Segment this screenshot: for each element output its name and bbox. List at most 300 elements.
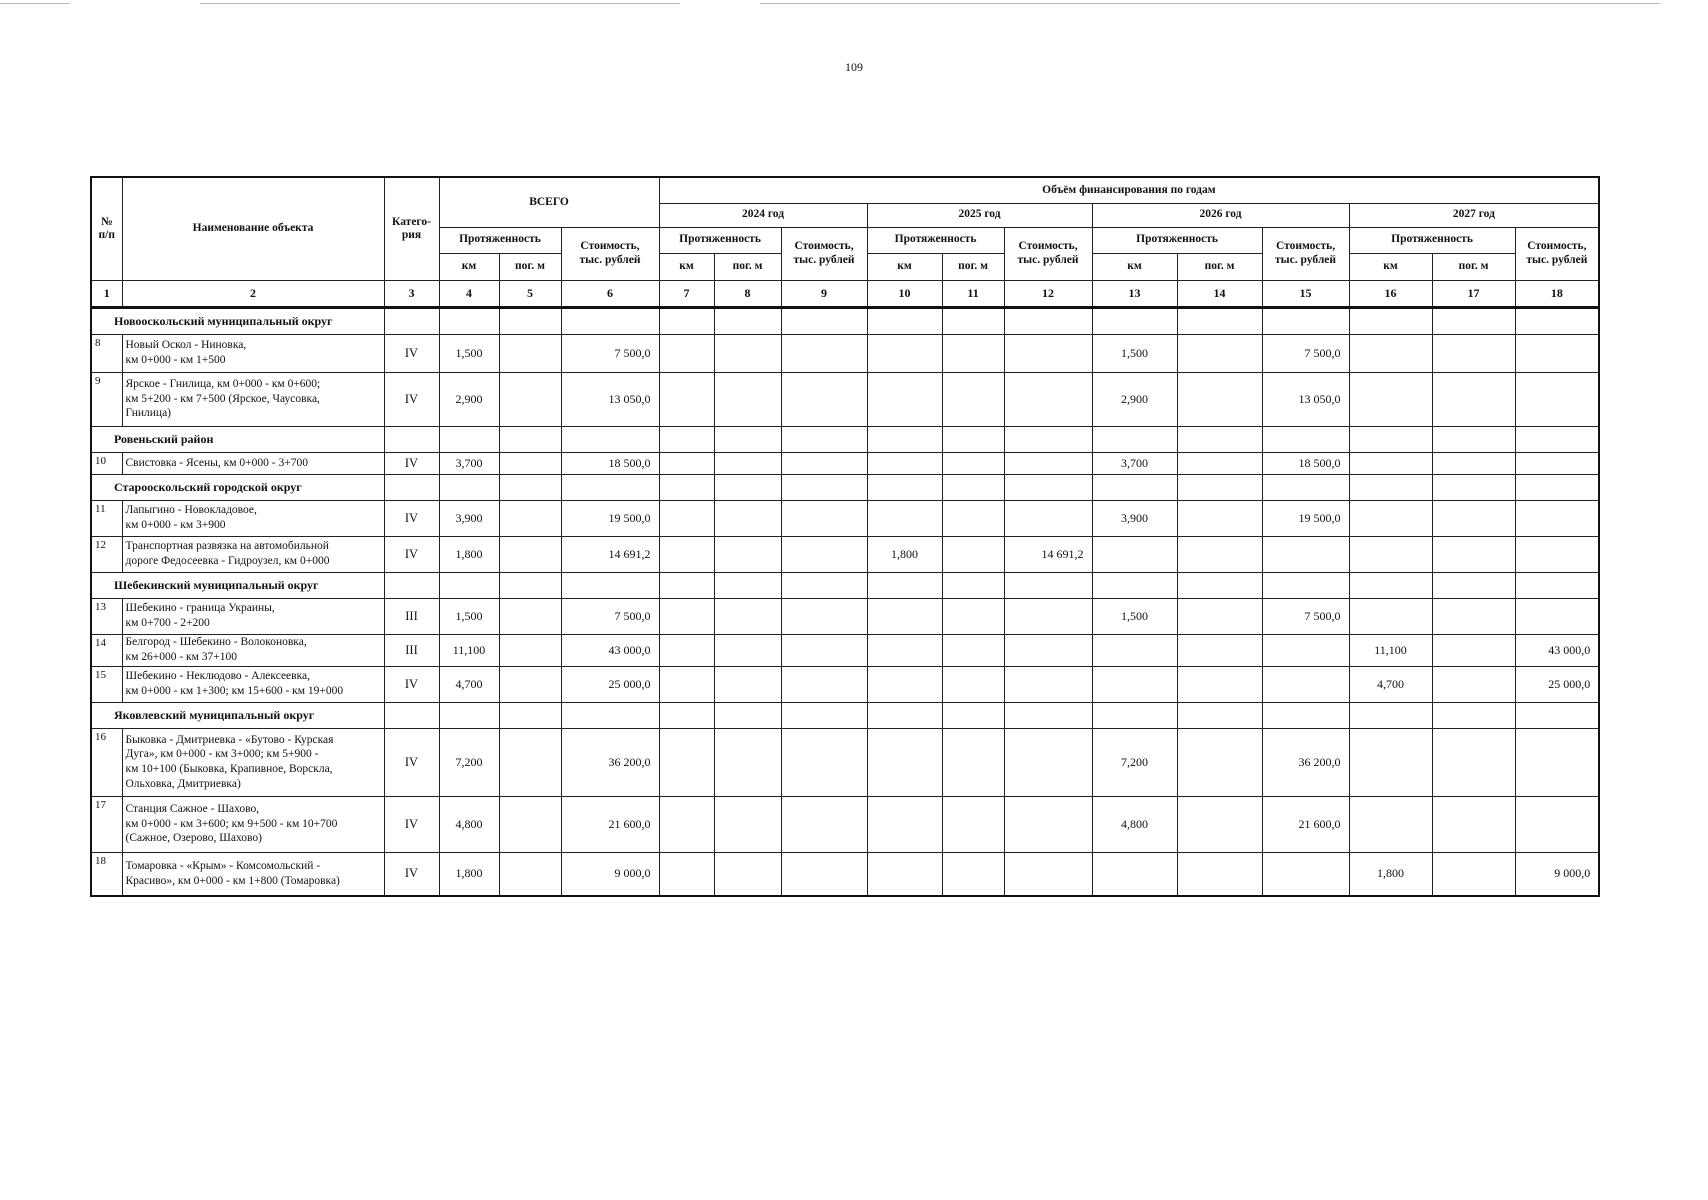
empty-cell <box>1177 572 1262 598</box>
km-cell: 1,500 <box>439 598 499 634</box>
object-name: Станция Сажное - Шахово, км 0+000 - км 3+600; км 9+500 - км 10+700 (Сажное, Озерово, Шахово) <box>122 796 384 852</box>
cost-cell <box>1004 796 1092 852</box>
header-pog: пог. м <box>714 253 781 280</box>
empty-cell <box>561 572 659 598</box>
row-number: 12 <box>91 536 122 572</box>
km-cell <box>659 452 714 474</box>
cost-cell <box>781 728 867 796</box>
column-number: 14 <box>1177 280 1262 307</box>
scan-edge-top <box>760 3 1660 4</box>
km-cell <box>867 852 942 896</box>
empty-cell <box>867 702 942 728</box>
table-row <box>91 634 1599 666</box>
object-name: Транспортная развязка на автомобильной дороге Федосеевка - Гидроузел, км 0+000 <box>122 536 384 572</box>
header-category-text: Катего- рия <box>392 215 431 241</box>
empty-cell <box>942 307 1004 334</box>
km-cell: 2,900 <box>439 372 499 426</box>
empty-cell <box>439 474 499 500</box>
cost-cell <box>781 334 867 372</box>
column-number: 12 <box>1004 280 1092 307</box>
km-cell <box>659 372 714 426</box>
table-header <box>91 177 1599 307</box>
pog-m-cell <box>499 852 561 896</box>
empty-cell <box>1177 474 1262 500</box>
empty-cell <box>942 702 1004 728</box>
km-cell <box>659 796 714 852</box>
empty-cell <box>499 702 561 728</box>
category-cell: IV <box>384 796 439 852</box>
empty-cell <box>439 426 499 452</box>
empty-cell <box>867 474 942 500</box>
empty-cell <box>781 474 867 500</box>
cost-cell <box>1515 728 1599 796</box>
column-number: 6 <box>561 280 659 307</box>
header-name: Наименование объекта <box>122 177 384 280</box>
km-cell: 1,800 <box>1349 852 1432 896</box>
category-cell: III <box>384 634 439 666</box>
empty-cell <box>499 572 561 598</box>
km-cell: 1,500 <box>1092 334 1177 372</box>
pog-m-cell <box>499 728 561 796</box>
empty-cell <box>1515 307 1599 334</box>
pog-m-cell <box>1432 536 1515 572</box>
km-cell: 3,900 <box>439 500 499 536</box>
empty-cell <box>714 702 781 728</box>
pog-m-cell <box>1177 372 1262 426</box>
km-cell: 1,500 <box>1092 598 1177 634</box>
row-number: 15 <box>91 666 122 702</box>
column-number-row <box>91 280 1599 307</box>
km-cell <box>659 634 714 666</box>
km-cell <box>1349 452 1432 474</box>
empty-cell <box>659 474 714 500</box>
header-length: Протяженность <box>867 227 1004 253</box>
pog-m-cell <box>499 536 561 572</box>
km-cell <box>1349 536 1432 572</box>
pog-m-cell <box>1432 598 1515 634</box>
cost-cell <box>1004 334 1092 372</box>
cost-cell: 7 500,0 <box>561 334 659 372</box>
pog-m-cell <box>714 634 781 666</box>
row-number: 14 <box>91 634 122 666</box>
header-km: км <box>439 253 499 280</box>
pog-m-cell <box>942 452 1004 474</box>
empty-cell <box>867 426 942 452</box>
cost-cell: 14 691,2 <box>561 536 659 572</box>
pog-m-cell <box>714 796 781 852</box>
empty-cell <box>942 474 1004 500</box>
cost-cell: 18 500,0 <box>561 452 659 474</box>
cost-cell: 21 600,0 <box>1262 796 1349 852</box>
empty-cell <box>561 307 659 334</box>
empty-cell <box>1092 572 1177 598</box>
empty-cell <box>1092 307 1177 334</box>
km-cell: 3,900 <box>1092 500 1177 536</box>
section-row <box>91 426 1599 452</box>
km-cell <box>659 728 714 796</box>
empty-cell <box>1515 572 1599 598</box>
cost-cell <box>1004 852 1092 896</box>
km-cell <box>1349 796 1432 852</box>
pog-m-cell <box>499 372 561 426</box>
column-number: 8 <box>714 280 781 307</box>
empty-cell <box>1092 702 1177 728</box>
cost-cell <box>1515 334 1599 372</box>
pog-m-cell <box>714 852 781 896</box>
empty-cell <box>1004 572 1092 598</box>
table-body <box>91 307 1599 896</box>
empty-cell <box>1092 426 1177 452</box>
column-number: 4 <box>439 280 499 307</box>
pog-m-cell <box>499 634 561 666</box>
cost-cell <box>1004 666 1092 702</box>
cost-cell: 13 050,0 <box>561 372 659 426</box>
header-year-2026: 2026 год <box>1092 203 1349 227</box>
pog-m-cell <box>714 452 781 474</box>
category-cell: IV <box>384 536 439 572</box>
empty-cell <box>1262 572 1349 598</box>
cost-cell <box>781 634 867 666</box>
km-cell <box>867 500 942 536</box>
row-number: 16 <box>91 728 122 796</box>
empty-cell <box>1432 474 1515 500</box>
empty-cell <box>942 426 1004 452</box>
column-number: 5 <box>499 280 561 307</box>
cost-cell: 19 500,0 <box>561 500 659 536</box>
empty-cell <box>1515 426 1599 452</box>
empty-cell <box>1092 474 1177 500</box>
table-row <box>91 536 1599 572</box>
cost-cell <box>781 536 867 572</box>
section-row <box>91 474 1599 500</box>
cost-cell <box>781 500 867 536</box>
empty-cell <box>439 572 499 598</box>
row-number: 10 <box>91 452 122 474</box>
empty-cell <box>439 702 499 728</box>
empty-cell <box>384 702 439 728</box>
km-cell <box>867 372 942 426</box>
pog-m-cell <box>499 452 561 474</box>
category-cell: IV <box>384 372 439 426</box>
empty-cell <box>659 307 714 334</box>
column-number: 2 <box>122 280 384 307</box>
km-cell: 4,800 <box>1092 796 1177 852</box>
empty-cell <box>499 307 561 334</box>
column-number: 7 <box>659 280 714 307</box>
header-length: Протяженность <box>439 227 561 253</box>
km-cell: 3,700 <box>1092 452 1177 474</box>
header-pog: пог. м <box>1177 253 1262 280</box>
header-km: км <box>1092 253 1177 280</box>
section-title: Ровеньский район <box>91 426 384 452</box>
table-row <box>91 852 1599 896</box>
column-number: 10 <box>867 280 942 307</box>
km-cell <box>1349 598 1432 634</box>
empty-cell <box>1004 702 1092 728</box>
empty-cell <box>1349 307 1432 334</box>
empty-cell <box>781 307 867 334</box>
km-cell <box>1349 500 1432 536</box>
pog-m-cell <box>1177 452 1262 474</box>
category-cell: III <box>384 598 439 634</box>
empty-cell <box>1349 426 1432 452</box>
cost-cell <box>1262 666 1349 702</box>
empty-cell <box>1349 702 1432 728</box>
empty-cell <box>659 572 714 598</box>
cost-cell <box>781 796 867 852</box>
header-cost-text: Стоимость, тыс. рублей <box>793 240 855 266</box>
header-pog: пог. м <box>1432 253 1515 280</box>
header-category <box>384 177 439 280</box>
section-title: Новооскольский муниципальный округ <box>91 307 384 334</box>
empty-cell <box>1177 702 1262 728</box>
empty-cell <box>1515 702 1599 728</box>
empty-cell <box>781 426 867 452</box>
row-number: 17 <box>91 796 122 852</box>
cost-cell <box>781 372 867 426</box>
km-cell <box>867 598 942 634</box>
row-number: 9 <box>91 372 122 426</box>
header-total: ВСЕГО <box>439 177 659 227</box>
pog-m-cell <box>1177 536 1262 572</box>
pog-m-cell <box>714 536 781 572</box>
row-number: 8 <box>91 334 122 372</box>
row-number: 18 <box>91 852 122 896</box>
header-cost-text: Стоимость, тыс. рублей <box>1526 240 1588 266</box>
column-number: 11 <box>942 280 1004 307</box>
pog-m-cell <box>942 634 1004 666</box>
km-cell: 4,700 <box>439 666 499 702</box>
cost-cell: 7 500,0 <box>1262 598 1349 634</box>
empty-cell <box>942 572 1004 598</box>
empty-cell <box>1432 702 1515 728</box>
row-number: 11 <box>91 500 122 536</box>
column-number: 15 <box>1262 280 1349 307</box>
km-cell <box>659 598 714 634</box>
empty-cell <box>384 307 439 334</box>
empty-cell <box>659 426 714 452</box>
header-km: км <box>1349 253 1432 280</box>
header-cost <box>1262 227 1349 280</box>
km-cell <box>1092 852 1177 896</box>
column-number: 3 <box>384 280 439 307</box>
empty-cell <box>1515 474 1599 500</box>
column-number: 18 <box>1515 280 1599 307</box>
pog-m-cell <box>499 334 561 372</box>
cost-cell <box>1004 500 1092 536</box>
km-cell: 7,200 <box>1092 728 1177 796</box>
column-number: 16 <box>1349 280 1432 307</box>
category-cell: IV <box>384 334 439 372</box>
km-cell <box>867 666 942 702</box>
header-km: км <box>659 253 714 280</box>
empty-cell <box>561 474 659 500</box>
object-name: Белгород - Шебекино - Волоконовка, км 26+000 - км 37+100 <box>122 634 384 666</box>
empty-cell <box>1177 426 1262 452</box>
cost-cell: 7 500,0 <box>561 598 659 634</box>
cost-cell <box>781 666 867 702</box>
km-cell: 1,500 <box>439 334 499 372</box>
empty-cell <box>1262 474 1349 500</box>
km-cell: 4,700 <box>1349 666 1432 702</box>
km-cell <box>867 334 942 372</box>
pog-m-cell <box>1432 728 1515 796</box>
pog-m-cell <box>942 796 1004 852</box>
empty-cell <box>499 474 561 500</box>
cost-cell: 25 000,0 <box>1515 666 1599 702</box>
km-cell <box>867 634 942 666</box>
table-row <box>91 500 1599 536</box>
category-cell: IV <box>384 452 439 474</box>
empty-cell <box>1262 702 1349 728</box>
header-cost-text: Стоимость, тыс. рублей <box>1275 240 1337 266</box>
km-cell <box>1349 334 1432 372</box>
cost-cell <box>1515 500 1599 536</box>
empty-cell <box>1004 474 1092 500</box>
column-number: 17 <box>1432 280 1515 307</box>
km-cell <box>1092 666 1177 702</box>
pog-m-cell <box>1432 500 1515 536</box>
cost-cell <box>1515 536 1599 572</box>
km-cell <box>867 796 942 852</box>
empty-cell <box>499 426 561 452</box>
empty-cell <box>1262 307 1349 334</box>
section-row <box>91 702 1599 728</box>
empty-cell <box>659 702 714 728</box>
km-cell: 1,800 <box>867 536 942 572</box>
pog-m-cell <box>1177 728 1262 796</box>
empty-cell <box>1349 572 1432 598</box>
object-name: Лапыгино - Новокладовое, км 0+000 - км 3+900 <box>122 500 384 536</box>
object-name: Новый Оскол - Ниновка, км 0+000 - км 1+500 <box>122 334 384 372</box>
pog-m-cell <box>714 598 781 634</box>
table-row <box>91 796 1599 852</box>
empty-cell <box>714 426 781 452</box>
empty-cell <box>1432 307 1515 334</box>
section-row <box>91 307 1599 334</box>
table-row <box>91 372 1599 426</box>
header-cost-text: Стоимость, тыс. рублей <box>1017 240 1079 266</box>
cost-cell: 18 500,0 <box>1262 452 1349 474</box>
pog-m-cell <box>1432 452 1515 474</box>
object-name: Шебекино - Неклюдово - Алексеевка, км 0+000 - км 1+300; км 15+600 - км 19+000 <box>122 666 384 702</box>
cost-cell <box>781 852 867 896</box>
pog-m-cell <box>499 598 561 634</box>
object-name: Свистовка - Ясены, км 0+000 - 3+700 <box>122 452 384 474</box>
pog-m-cell <box>499 666 561 702</box>
pog-m-cell <box>942 372 1004 426</box>
header-pog: пог. м <box>942 253 1004 280</box>
header-cost <box>561 227 659 280</box>
scan-edge-top <box>0 3 70 4</box>
cost-cell <box>1515 796 1599 852</box>
cost-cell <box>781 598 867 634</box>
section-title: Старооскольский городской округ <box>91 474 384 500</box>
category-cell: IV <box>384 852 439 896</box>
pog-m-cell <box>1177 334 1262 372</box>
empty-cell <box>1432 572 1515 598</box>
section-title: Шебекинский муниципальный округ <box>91 572 384 598</box>
empty-cell <box>561 426 659 452</box>
cost-cell <box>1262 536 1349 572</box>
cost-cell: 13 050,0 <box>1262 372 1349 426</box>
empty-cell <box>1004 426 1092 452</box>
header-length: Протяженность <box>1092 227 1262 253</box>
km-cell: 4,800 <box>439 796 499 852</box>
section-row <box>91 572 1599 598</box>
cost-cell <box>1004 598 1092 634</box>
pog-m-cell <box>1177 598 1262 634</box>
pog-m-cell <box>942 666 1004 702</box>
empty-cell <box>867 572 942 598</box>
km-cell <box>867 452 942 474</box>
category-cell: IV <box>384 500 439 536</box>
cost-cell: 14 691,2 <box>1004 536 1092 572</box>
cost-cell <box>1004 728 1092 796</box>
table-row <box>91 728 1599 796</box>
header-cost <box>781 227 867 280</box>
pog-m-cell <box>942 598 1004 634</box>
empty-cell <box>384 572 439 598</box>
pog-m-cell <box>1432 852 1515 896</box>
scan-edge-top <box>200 3 680 4</box>
cost-cell: 25 000,0 <box>561 666 659 702</box>
column-number: 9 <box>781 280 867 307</box>
header-year-2027: 2027 год <box>1349 203 1599 227</box>
cost-cell <box>1004 634 1092 666</box>
cost-cell: 21 600,0 <box>561 796 659 852</box>
empty-cell <box>714 474 781 500</box>
cost-cell: 9 000,0 <box>561 852 659 896</box>
object-name: Шебекино - граница Украины, км 0+700 - 2+200 <box>122 598 384 634</box>
km-cell: 1,800 <box>439 536 499 572</box>
category-cell: IV <box>384 666 439 702</box>
header-cost <box>1004 227 1092 280</box>
column-number: 13 <box>1092 280 1177 307</box>
pog-m-cell <box>1177 666 1262 702</box>
pog-m-cell <box>942 728 1004 796</box>
km-cell <box>1349 372 1432 426</box>
object-name: Ярское - Гнилица, км 0+000 - км 0+600; км 5+200 - км 7+500 (Ярское, Чаусовка, Гнилица) <box>122 372 384 426</box>
pog-m-cell <box>714 334 781 372</box>
pog-m-cell <box>714 500 781 536</box>
cost-cell <box>1515 598 1599 634</box>
object-name: Томаровка - «Крым» - Комсомольский - Красиво», км 0+000 - км 1+800 (Томаровка) <box>122 852 384 896</box>
km-cell: 2,900 <box>1092 372 1177 426</box>
header-num-text: № п/п <box>98 215 115 241</box>
km-cell <box>867 728 942 796</box>
cost-cell <box>1262 634 1349 666</box>
cost-cell: 36 200,0 <box>561 728 659 796</box>
pog-m-cell <box>1177 796 1262 852</box>
pog-m-cell <box>1432 372 1515 426</box>
cost-cell: 43 000,0 <box>1515 634 1599 666</box>
pog-m-cell <box>714 728 781 796</box>
km-cell <box>659 500 714 536</box>
km-cell: 11,100 <box>439 634 499 666</box>
pog-m-cell <box>1432 796 1515 852</box>
cost-cell <box>781 452 867 474</box>
km-cell: 3,700 <box>439 452 499 474</box>
pog-m-cell <box>714 372 781 426</box>
empty-cell <box>1262 426 1349 452</box>
pog-m-cell <box>942 334 1004 372</box>
header-cost-text: Стоимость, тыс. рублей <box>579 240 641 266</box>
header-length: Протяженность <box>659 227 781 253</box>
cost-cell <box>1004 452 1092 474</box>
pog-m-cell <box>714 666 781 702</box>
km-cell <box>659 852 714 896</box>
